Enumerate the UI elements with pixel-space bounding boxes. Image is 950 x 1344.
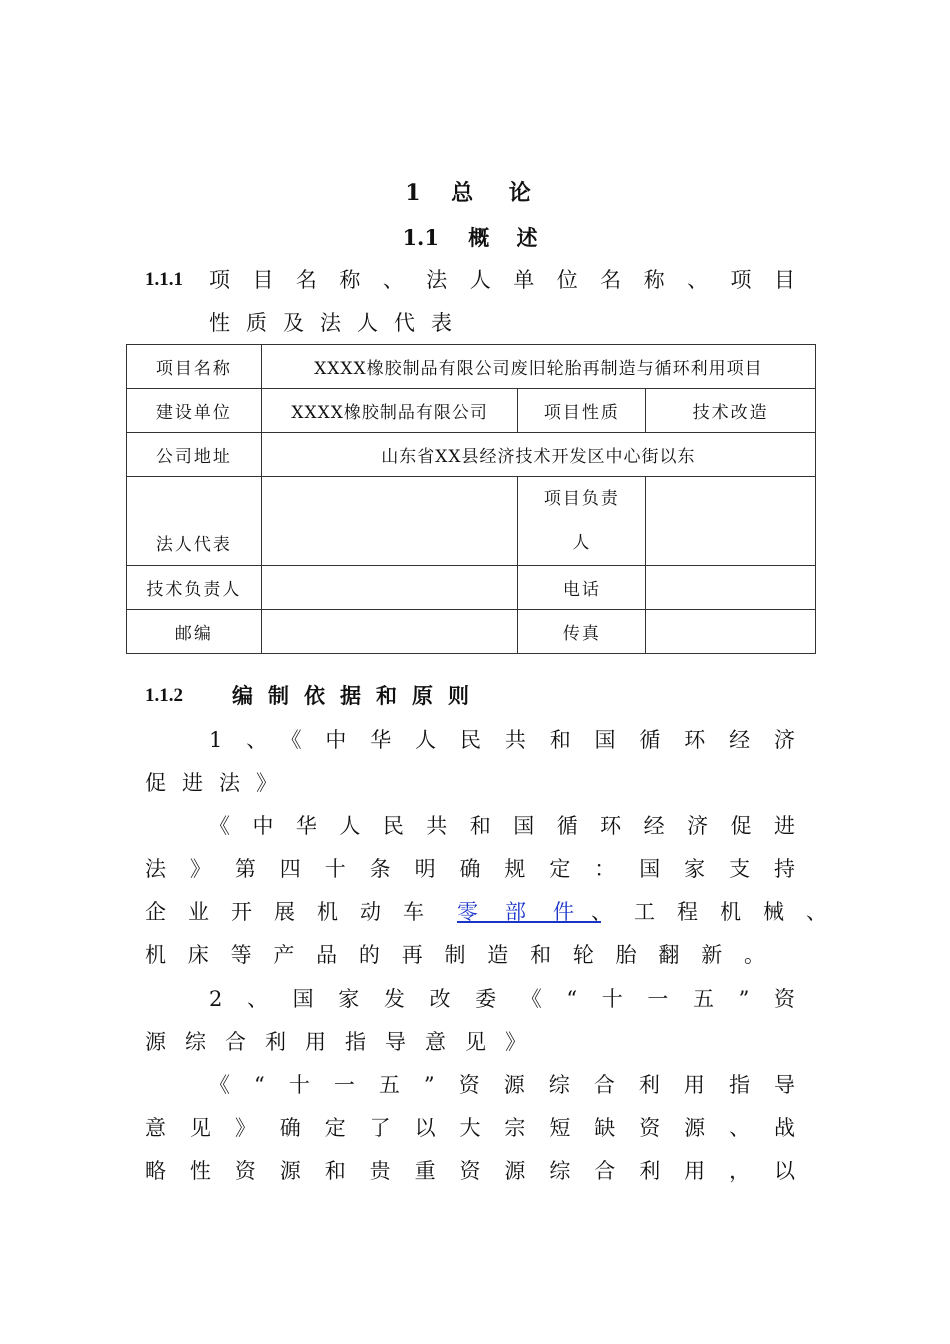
cell-value	[646, 610, 816, 654]
section-heading	[0, 222, 950, 252]
subsection-title: 编制依据和原则	[232, 683, 484, 708]
body-line	[145, 897, 849, 927]
section-number: 1.1	[402, 225, 439, 250]
table-row	[127, 345, 816, 389]
subsection-title-line2: 性质及法人代表	[209, 311, 468, 335]
cell-value	[646, 566, 816, 610]
cell-value: 山东省XX县经济技术开发区中心街以东	[261, 433, 815, 477]
cell-label: 公司地址	[127, 433, 262, 477]
cell-value	[646, 477, 816, 566]
body-line: 2、国家发改委《“十一五”资	[209, 987, 795, 1011]
legal-rep-label: 法人代表	[155, 535, 232, 555]
body-line: 机床等产品的再制造和轮胎翻新。	[145, 943, 765, 967]
body-line: 《“十一五”资源综合利用指导	[209, 1073, 795, 1097]
cell-label: 技术负责人	[127, 566, 262, 610]
cell-value	[261, 610, 518, 654]
cell-label	[127, 477, 262, 566]
subsection-111-heading	[145, 265, 795, 295]
cell-label: 项目名称	[127, 345, 262, 389]
body-line: 意见》确定了以大宗短缺资源、战	[145, 1116, 795, 1140]
project-info-table	[126, 344, 816, 654]
project-lead-label-a: 项目负责	[543, 489, 620, 509]
cell-label: 建设单位	[127, 389, 262, 433]
cell-value: XXXX橡胶制品有限公司	[261, 389, 518, 433]
body-line: 源综合利用指导意见》	[145, 1030, 545, 1054]
body-line: 略性资源和贵重资源综合利用，以	[145, 1159, 795, 1183]
body-text: 企业开展机动车	[145, 900, 446, 924]
body-line: 《中华人民共和国循环经济促进	[209, 814, 795, 838]
body-line: 1、《中华人民共和国循环经济	[209, 728, 795, 752]
subsection-number: 1.1.2	[145, 685, 183, 706]
cell-label: 邮编	[127, 610, 262, 654]
cell-label: 电话	[518, 566, 646, 610]
table-row	[127, 389, 816, 433]
cell-value: XXXX橡胶制品有限公司废旧轮胎再制造与循环利用项目	[261, 345, 815, 389]
subsection-112-heading	[145, 681, 484, 711]
section-title: 概 述	[468, 225, 548, 250]
cell-label: 项目性质	[518, 389, 646, 433]
cell-label	[518, 477, 646, 566]
subsection-title-line1: 项目名称、法人单位名称、项目	[209, 268, 795, 292]
cell-label: 传真	[518, 610, 646, 654]
cell-value	[261, 566, 518, 610]
table-row	[127, 477, 816, 566]
table-row	[127, 610, 816, 654]
cell-value	[261, 477, 518, 566]
chapter-number: 1	[405, 180, 421, 206]
table-row	[127, 433, 816, 477]
parts-link[interactable]: 零部件	[457, 900, 601, 924]
body-text: 、工程机械、	[591, 900, 849, 924]
table-row	[127, 566, 816, 610]
body-line: 法》第四十条明确规定：国家支持	[145, 857, 795, 881]
chapter-heading	[0, 176, 950, 207]
cell-value: 技术改造	[646, 389, 816, 433]
subsection-number: 1.1.1	[145, 269, 183, 290]
body-line: 促进法》	[145, 771, 293, 795]
chapter-title: 总 论	[451, 180, 545, 206]
project-lead-label-b: 人	[572, 533, 592, 553]
